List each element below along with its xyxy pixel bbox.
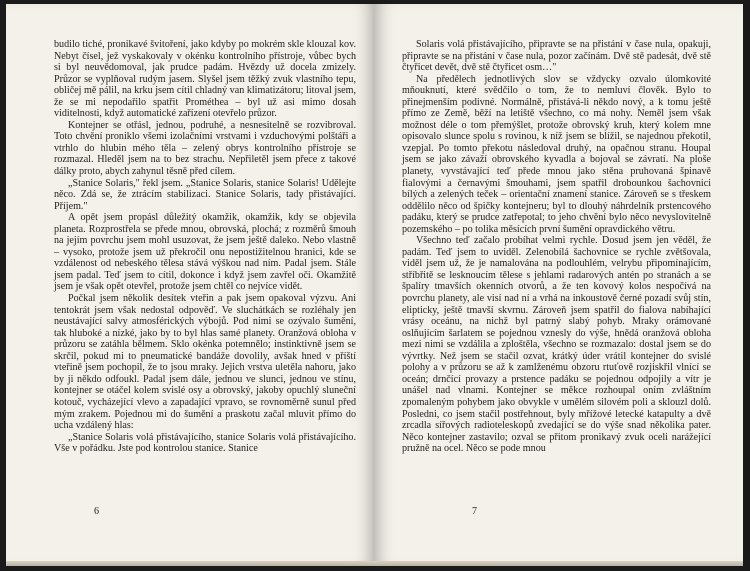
paragraph: Počkal jsem několik desítek vteřin a pak jsem opakoval výzvu. Ani tentokrát jsem však nedostal odpověď. Ve sluchátkách se rozléhaly jen neustávající salvy atmosférických výbojů. Pod nimi se ozývalo šumění, tak hluboké a nízké, jako by to byl hlas samé planety. Oranžová obloha v průzoru se zatáhla bělmem. Sklo okénka potemnělo; instinktivně jsem se skrčil, pokud mi to pneumatické bandáže dovolily, avšak hned v příští vteřině jsem pochopil, že to jsou mraky. Jejich vrstva uletěla nahoru, jako by ji někdo odfoukl. Padal jsem dále, jednou ve slunci, jednou ve stínu, kontejner se otáčel kolem svislé osy a obrovský, jakoby opuchlý sluneční kotouč, vycházející vlevo a zapadající vpravo, se rovnoměrně sunul před mým zrakem. Pojednou mi do šumění a praskotu začal mluvit přímo do ucha vzdálený hlas: [54, 293, 356, 432]
left-page [6, 4, 374, 566]
page-number: 7 [472, 506, 477, 517]
open-book [6, 4, 743, 566]
paragraph: „Stanice Solaris," řekl jsem. „Stanice Solaris, stanice Solaris! Udělejte něco. Zdá se, že ztrácím stabilizaci. Stanice Solaris, tady přistávající. Příjem." [54, 177, 356, 212]
left-page-text [54, 39, 356, 455]
paragraph: budilo tiché, pronikavé švitoření, jako kdyby po mokrém skle klouzal kov. Nebyt čísel, jež vyskakovaly v okénku kontrolního přístroje, vůbec bych si byl neuvědomoval, jak prudce padám. Hvězdy už docela zmizely. Průzor se vyplňoval rudým jasem. Slyšel jsem těžký zvuk vlastního tepu, obličej mě pálil, na krku jsem cítil chladný van klimatizátoru; litoval jsem, že se mi nepodařilo spatřit Prométhea – byl už asi mimo dosah viditelnosti, když automatické zařízení otevřelo průzor. [54, 39, 356, 120]
page-number: 6 [94, 506, 99, 517]
paragraph: Kontejner se otřásl, jednou, podruhé, a nesnesitelně se rozvibroval. Toto chvění proniklo všemi izolačními vrstvami i vzduchovými polštáři a vtrhlo do hlubin mého těla – zelený obrys kontrolního přístroje se rozmazal. Hleděl jsem na to bez strachu. Nepřiletěl jsem přece z takové dálky proto, abych zahynul těsně před cílem. [54, 119, 356, 178]
paragraph: „Stanice Solaris volá přistávajícího, stanice Solaris volá přistávajícího. Vše v pořádku. Jste pod kontrolou stanice. Stanice [54, 431, 356, 455]
page-edge [374, 561, 743, 566]
paragraph: Na předělech jednotlivých slov se vždycky ozvalo úlomkovité mňouknutí, které svědčilo o tom, že to nemluví člověk. Bylo to přinejmenším podivné. Normálně, přistává-li někdo nový, a k tomu ještě přímo ze Země, běží na letiště všechno, co má nohy. Neměl jsem však možnost déle o tom přemýšlet, protože obrovský kruh, který kolem mne opisovalo slunce spolu s rovinou, k níž jsem se blížil, se najednou překotil, vzepjal. Po tomto překotu následoval druhý, na opačnou stranu. Houpal jsem se jako závaží obrovského kyvadla a bojoval se závratí. Na ploše planety, vyvstávající teď přede mnou jako stěna pruhovaná špinavě fialovými a černavými šmouhami, jsem spatřil drobounkou šachovnici bílých a zelených teček – orientační znamení stanice. Zároveň se s třeskem oddělilo něco od špičky kontejneru; byl to dlouhý náhrdelník prstencového padáku, který se prudce zatřepotal; to jeho chvění bylo něco nevyslovitelně pozemského – po tolika měsících první šumění opravdického větru. [402, 73, 711, 235]
paragraph: Solaris volá přistávajícího, připravte se na přistání v čase nula, opakuji, připravte se na přistání v čase nula, pozor začínám. Dvě stě padesát, dvě stě čtyřicet devět, dvě stě čtyřicet osm…" [402, 39, 711, 74]
paragraph: Všechno teď začalo probíhat velmi rychle. Dosud jsem jen věděl, že padám. Teď jsem to uviděl. Zelenobílá šachovnice se rychle zvětšovala, viděl jsem už, že je namalována na podlouhlém, velrybu připomínajícím, stříbřitě se lesknoucím tělese s jehlami radarových antén po stranách a se špalíry tmavších okenních otvorů, a že ten kovový kolos nespočívá na povrchu planety, ale visí nad ní a vrhá na inkoustově černé pozadí svůj stín, elipticky, ještě tmavší skvrnu. Zároveň jsem spatřil do fialova nabíhající vrásy oceánu, na nichž byl patrný slabý pohyb. Mraky orámované oslňujícím šarlatem se pojednou vznesly do výše, hnědá oranžová obloha mezi nimi se vzdálila a zploštěla, všechno se rozmazalo: dostal jsem se do vývrtky. Než jsem se stačil ozvat, krátký úder vrátil kontejner do svislé polohy a v průzoru se až k zamlženému obzoru rtuťově rozjiskřil vlnící se oceán; drnčící provazy a prstence padáku se pojednou odpojily a vítr je unášel nad vlnami. Kontejner se měkce rozhoupal oním zvláštním zpomaleným pohybem jako obvykle v umělém silovém poli a sklouzl dolů. Posledni, co jsem stačil postřehnout, byly mřížové letecké katapulty a dvě zrcadla sířových radioteleskopů zvedající se do výše snad několika pater. Něco kontejner zastavilo; ozval se přitom pronikavý zvuk oceli narážející pružně na ocel. Něco se pode mnou [402, 235, 711, 455]
paragraph: A opět jsem propásl důležitý okamžik, okamžik, kdy se objevila planeta. Rozprostřela se přede mnou, obrovská, plochá; z rozměrů šmouh na jejím povrchu jsem mohl usuzovat, že jsem ještě daleko. Nebo vlastně – vysoko, protože jsem už překročil onu nepostižitelnou hranici, kde se vzdálenost od nebeského tělesa stává výškou nad ním. Padal jsem. Stále jsem padal. Teď jsem to cítil, dokonce i když jsem zavřel oči. Okamžitě jsem je však opět otevřel, protože jsem chtěl co nejvíce vidět. [54, 212, 356, 293]
page-edge [6, 561, 374, 566]
right-page [374, 4, 743, 566]
right-page-text [402, 39, 711, 455]
